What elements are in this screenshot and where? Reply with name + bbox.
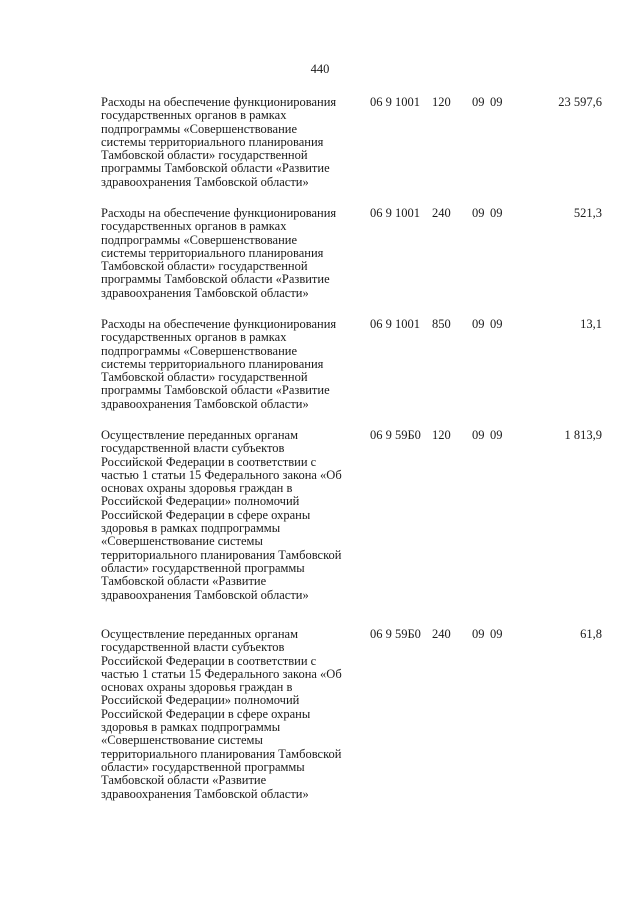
expense-type: 240 (432, 627, 451, 641)
amount: 13,1 (580, 317, 602, 331)
subsection-code: 09 (490, 428, 503, 442)
row-description: Расходы на обеспечение функционирования государственных органов в рамках подпрограммы «Совершенствование системы территориального планирования Тамбовской области» государственной программы Тамбовской области «Развитие здравоохранения Тамбовской области» (101, 206, 337, 300)
subsection-code: 09 (490, 95, 503, 109)
target-code: 06 9 59Б0 (370, 627, 421, 641)
target-code: 06 9 59Б0 (370, 428, 421, 442)
table-row (0, 628, 640, 827)
row-description: Осуществление переданных органам государственной власти субъектов Российской Федерации в соответствии с частью 1 статьи 15 Федерального закона «Об основах охраны здоровья граждан в Российской Федерации» полномочий Российской Федерации в сфере охраны здоровья в рамках подпрограммы «Совершенствование системы территориального планирования Тамбовской области» государственной программы Тамбовской области «Развитие здравоохранения Тамбовской области» (101, 627, 342, 801)
expense-type: 850 (432, 317, 451, 331)
table-row (0, 318, 640, 429)
section-code: 09 (472, 317, 485, 331)
amount: 23 597,6 (558, 95, 602, 109)
subsection-code: 09 (490, 317, 503, 331)
expense-type: 120 (432, 95, 451, 109)
subsection-code: 09 (490, 627, 503, 641)
row-description: Расходы на обеспечение функционирования государственных органов в рамках подпрограммы «Совершенствование системы территориального планирования Тамбовской области» государственной программы Тамбовской области «Развитие здравоохранения Тамбовской области» (101, 317, 337, 411)
section-code: 09 (472, 206, 485, 220)
table-row (0, 429, 640, 628)
amount: 521,3 (573, 206, 602, 220)
section-code: 09 (472, 95, 485, 109)
amount: 61,8 (580, 627, 602, 641)
budget-table (0, 96, 640, 827)
page-number: 440 (310, 62, 330, 76)
row-description: Расходы на обеспечение функционирования государственных органов в рамках подпрограммы «Совершенствование системы территориального планирования Тамбовской области» государственной программы Тамбовской области «Развитие здравоохранения Тамбовской области» (101, 95, 337, 189)
expense-type: 240 (432, 206, 451, 220)
expense-type: 120 (432, 428, 451, 442)
table-row (0, 96, 640, 207)
row-description: Осуществление переданных органам государственной власти субъектов Российской Федерации в соответствии с частью 1 статьи 15 Федерального закона «Об основах охраны здоровья граждан в Российской Федерации» полномочий Российской Федерации в сфере охраны здоровья в рамках подпрограммы «Совершенствование системы территориального планирования Тамбовской области» государственной программы Тамбовской области «Развитие здравоохранения Тамбовской области» (101, 428, 342, 602)
section-code: 09 (472, 428, 485, 442)
target-code: 06 9 1001 (370, 206, 420, 220)
table-row (0, 207, 640, 318)
target-code: 06 9 1001 (370, 317, 420, 331)
subsection-code: 09 (490, 206, 503, 220)
amount: 1 813,9 (564, 428, 602, 442)
target-code: 06 9 1001 (370, 95, 420, 109)
section-code: 09 (472, 627, 485, 641)
